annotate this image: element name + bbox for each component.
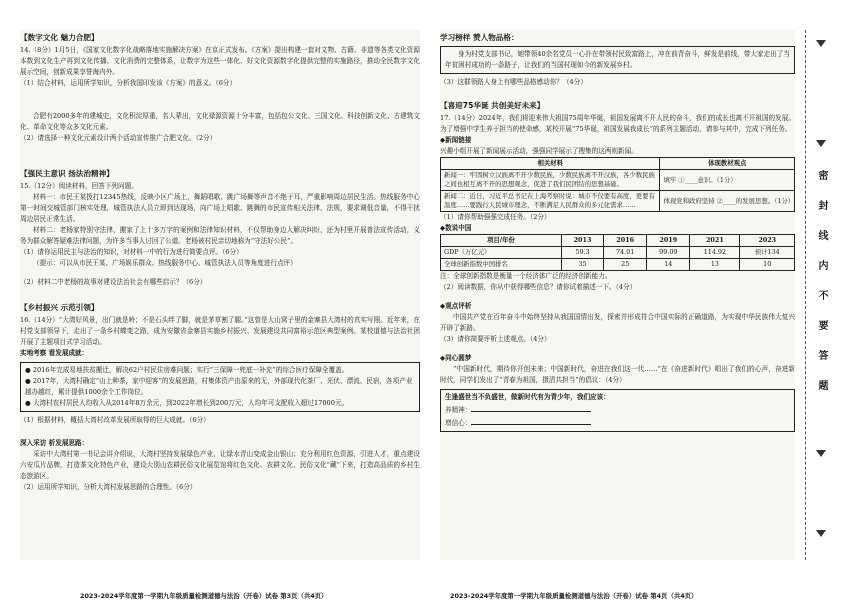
data-table-cell: GDP（万亿元）: [441, 247, 562, 259]
data-table-cell: 2023: [740, 235, 795, 247]
news-table-header-viewpoint: 体现教材观点: [660, 158, 795, 170]
q14-subquestion-1: （1）结合材料，运用所学知识，分析我国印发该《方案》的意义。（6分）: [20, 79, 237, 87]
data-table-row: [441, 259, 795, 271]
news-heading: ◆新闻链接: [440, 136, 472, 144]
section-title-anniversary: 【喜迎75华诞 共创美好未来】: [440, 101, 545, 110]
answer-line-2-label: 增信心：: [445, 419, 472, 427]
q14-paragraph-2: 合肥有2000多年的建城史，文化积淀厚重，名人辈出，文化禄源资源十分丰富，包括包公文化、三国文化、科技创新文化、古建筑文化、革命文化等众多文化元素。: [20, 112, 420, 131]
q15-intro: 15.（12分）阅读材料，回答下列问题。: [20, 182, 138, 190]
q15-material-1: 材料一：市民王某拨打12345热线，反映小区广场上，舞蹈唱歌、跳广场舞等声音不绝于耳，严重影响周边居民生活。热线服务中心第一时间交城管部门核实处理，城管执法人员立即到达现场，向广场上唱歌、跳舞的市民宣传相关法律、法规，要求调低音量，不得干扰周边居民正常生活。: [20, 193, 420, 223]
data-table-cell: 35: [561, 259, 603, 271]
data-table-cell: 全球创新指数中国排名: [441, 259, 562, 271]
data-table-cell: 99.09: [647, 247, 690, 259]
q16-subheading-2: 深入采访 析发展思路：: [20, 439, 89, 447]
q16-subquestion-1: （1）根据材料，概括大湾村改革发展所取得的巨大成就。（6分）: [20, 416, 210, 424]
data-table-cell: 预计134: [740, 247, 795, 259]
data-note: 注：全球创新指数是衡量一个经济体广泛的经济创新能力。: [440, 272, 612, 280]
q16-subquestion-2: （2）运用所学知识，分析大湾村发展思路的合理性。（6分）: [20, 483, 197, 491]
q16-paragraph-2: 采访中大湾村第一书记会讲介绍说，大湾村坚持发展绿色产业，让绿水青山变成金山银山；充分利用红色资源，引进人才，重点建设六安瓜片品牌，打造茶文化特色产业，建设大别山农耕民俗文化展览馆将红色文化、农耕文化、民俗文化“藏”下来，打造高品质的乡村生态旅游区。: [20, 450, 420, 480]
binding-triangle-icon: [816, 140, 826, 147]
data-table-row: [441, 235, 795, 247]
answer-line-1-label: 养精神：: [445, 406, 472, 414]
section-title-digital-culture: 【数字文化 魅力合肥】: [20, 33, 99, 42]
binding-triangle-icon: [816, 450, 826, 457]
viewpoint-heading: ◆观点评析: [440, 302, 472, 310]
data-table-cell: 114.92: [690, 247, 740, 259]
binding-triangle-icon: [816, 530, 826, 537]
q15-subquestion-1: （1）请你运用民主与法治的知识，对材料一中的行为进行简要点评。（6分）: [20, 248, 243, 256]
section-title-role-models: 学习榜样 赞人物品格：: [440, 33, 519, 42]
data-table-cell: 10: [740, 259, 795, 271]
q-role-model-subquestion-3: （3）这群领路人身上有哪些品格感动你？（4分）: [440, 78, 587, 86]
q16-achievements-box: [20, 362, 420, 412]
data-table-row: [441, 247, 795, 259]
data-table-cell: 项目/年份: [441, 235, 562, 247]
news-table-header-material: 相关材料: [441, 158, 660, 170]
answer-line-1: [445, 403, 790, 416]
news-intro: 兴趣小组开展了新闻展示活动，强强同学展示了搜集的这两则新闻。: [440, 147, 638, 155]
q15-material-2: 材料二：老杨家特别守法律，搬家了上十多万字的案例和法律知识材料，不仅帮助身边人解决纠纷，还为村里开展普法宣传活动，义务为群众解答疑难法律问题，为许多当事人讨回了公道。老杨被村民亲切地称为“守法好公民”。: [20, 226, 420, 245]
answer-blank-1[interactable]: [471, 403, 591, 412]
q14-paragraph: 14.（8分）1月5日，《国家文化数字化战略落地实施解决方案》在京正式发布。《方案》提出构建一套对文物、古籍、非遗等各类文化资源本数到文化生产再到文化传播、文化消费的完整体系，让数字为这些一体化、好文化资源数字化提供完整的实施路径，推动全民数字文化展示空间，创新成果享誉海内外。: [20, 46, 420, 76]
q15-subquestion-2: （2）材料二中老杨的故事对建设法治社会有哪些启示？（6分）: [20, 278, 207, 286]
data-table-cell: 2019: [647, 235, 690, 247]
page-4: [440, 30, 795, 600]
data-table-cell: 74.01: [604, 247, 647, 259]
viewpoint-paragraph: 中国共产党在百年奋斗中始终坚持从我国国情出发，探索并形成符合中国实际的正确道路，为实现中华民族伟大复兴开辟了新路。: [440, 313, 795, 332]
data-subquestion-2: （2）阅读数据，你从中获得哪些信息？请你试着描述一下。（4分）: [440, 283, 637, 291]
data-table-cell: 2013: [561, 235, 603, 247]
news-task: （1）请你帮助强强完成任务。（2分）: [440, 213, 551, 221]
news-table: [440, 157, 795, 212]
data-table-cell: 2021: [690, 235, 740, 247]
page-footer: 2023-2024学年度第一学期九年级质量检测道德与法治（开卷）试卷 第4页（共4页）: [450, 592, 698, 600]
binding-triangle-icon: [816, 40, 826, 47]
q16-bullet-1: ● 2016年完成易地扶贫搬迁，解决62户村民住房难问题；实行“三保障一兜底一补充”的综合医疗保障全覆盖。: [25, 366, 349, 374]
page-footer: 2023-2024学年度第一学期九年级质量检测道德与法治（开卷）试卷 第3页（共4页）: [80, 592, 328, 600]
data-table-cell: 25: [604, 259, 647, 271]
news-table-cell: 填牢 ①____意识。（1分）: [660, 170, 795, 191]
q16-paragraph: 16.（14分）“大湾好风景，出门就是岭；不是石头绊了脚，就是茅草割了腿。”这曾是大山窝子里的金寨县大湾村的真实写照。近年来，在村党支部领导下，走出了一条乡村蝶变之路，成为安徽省金寨县实施乡村振兴、发展建设共同富裕示范区典型案例。某校道德与法治社团开展了主题项目式学习活动。: [20, 316, 420, 346]
q17-intro: 17.（14分）2024年，我们将迎来伟大祖国75周年华诞，祖国发展离不开人民的奋斗，我们的成长也离不开祖国的发展。为了增强中学生养于担当的使命感，某校开展“75华诞，祖国发展我成长”的系列主题活动，请参与其中，完成下列任务。: [440, 114, 795, 133]
data-heading: ◆数说中国: [440, 224, 472, 232]
q14-subquestion-2: （2）请选择一种文化元素设计两个活动宣传推广合肥文化。（2分）: [20, 134, 217, 142]
data-table-cell: 14: [647, 259, 690, 271]
data-table-cell: 2016: [604, 235, 647, 247]
q16-subheading: 实地考察 看发展成就：: [20, 349, 89, 357]
answer-card: [440, 389, 795, 432]
answer-blank-2[interactable]: [471, 416, 591, 425]
viewpoint-subquestion-3: （3）请你简要评析上述观点。（4分）: [440, 335, 551, 343]
dream-heading: ◆同心圆梦: [440, 354, 472, 362]
role-model-paragraph: 身为村党支部书记，她带领40余名党员一心扑在带领村民致富路上，冲在前背奋斗，鲜发是前线，带大家走出了当年贫困村成功的一条路子，让我们的当国村现如今的新发展乡村。: [445, 50, 790, 69]
data-table-cell: 59.3: [561, 247, 603, 259]
q16-bullet-3: ● 大湾村农村居民人均收入从2014年8万余元，到2022年增长到200万元，人均年可支配收入超过17000元。: [25, 399, 349, 407]
data-table-cell: 13: [690, 259, 740, 271]
role-model-box: [440, 46, 795, 74]
answer-card-title: 生逢盛世当不负盛世，做新时代有为青少年，我们应该：: [445, 393, 610, 401]
dream-paragraph: “中国新时代，期待你开创未来；中国新时代，奋进在我们这一代……”在《奋进新时代》唱出了我们的心声，奋进新时代，同学们发出了“青春为祖国，摄清共担当”的倡议：（4分）: [440, 365, 795, 384]
binding-warning-text: 密封线内不要答题: [816, 170, 827, 410]
q16-bullet-2: ● 2017年，大湾村确定“山上种茶，家中迎客”的发展思路，村集体资产由原来的无，外部现代化茶厂、光伏、漂流、民宿，各项产业越办越红，累计提供1000余个工作岗位。: [25, 377, 413, 396]
binding-strip: [805, 30, 836, 560]
answer-line-2: [445, 416, 790, 429]
data-table: [440, 234, 795, 271]
section-title-rural-revitalization: 【乡村振兴 示范引领】: [20, 303, 99, 312]
news-table-cell: 体现党和政府坚持 ②____的发展思想。（1分）: [660, 191, 795, 212]
news-table-cell: 新闻二：近日，习近平总书记在上海考察时说：城市不仅要有高度，更要有温度……要践行人民城市理念，不断满足人民群众的多元化需求……: [441, 191, 660, 212]
news-table-cell: 新闻一：牢固树立汉族离不开少数民族，少数民族离不开汉族，各少数民族之间也相互离不开的思想观念，促进了我们民团结的思想基础。: [441, 170, 660, 191]
q15-hint: （提示：可以从市民王某、广场娱乐群众、热线服务中心、城管执法人员等角度进行点评）: [33, 259, 297, 267]
section-title-democracy: 【强民主意识 扬法治精神】: [20, 169, 114, 178]
page-3: [20, 30, 420, 600]
